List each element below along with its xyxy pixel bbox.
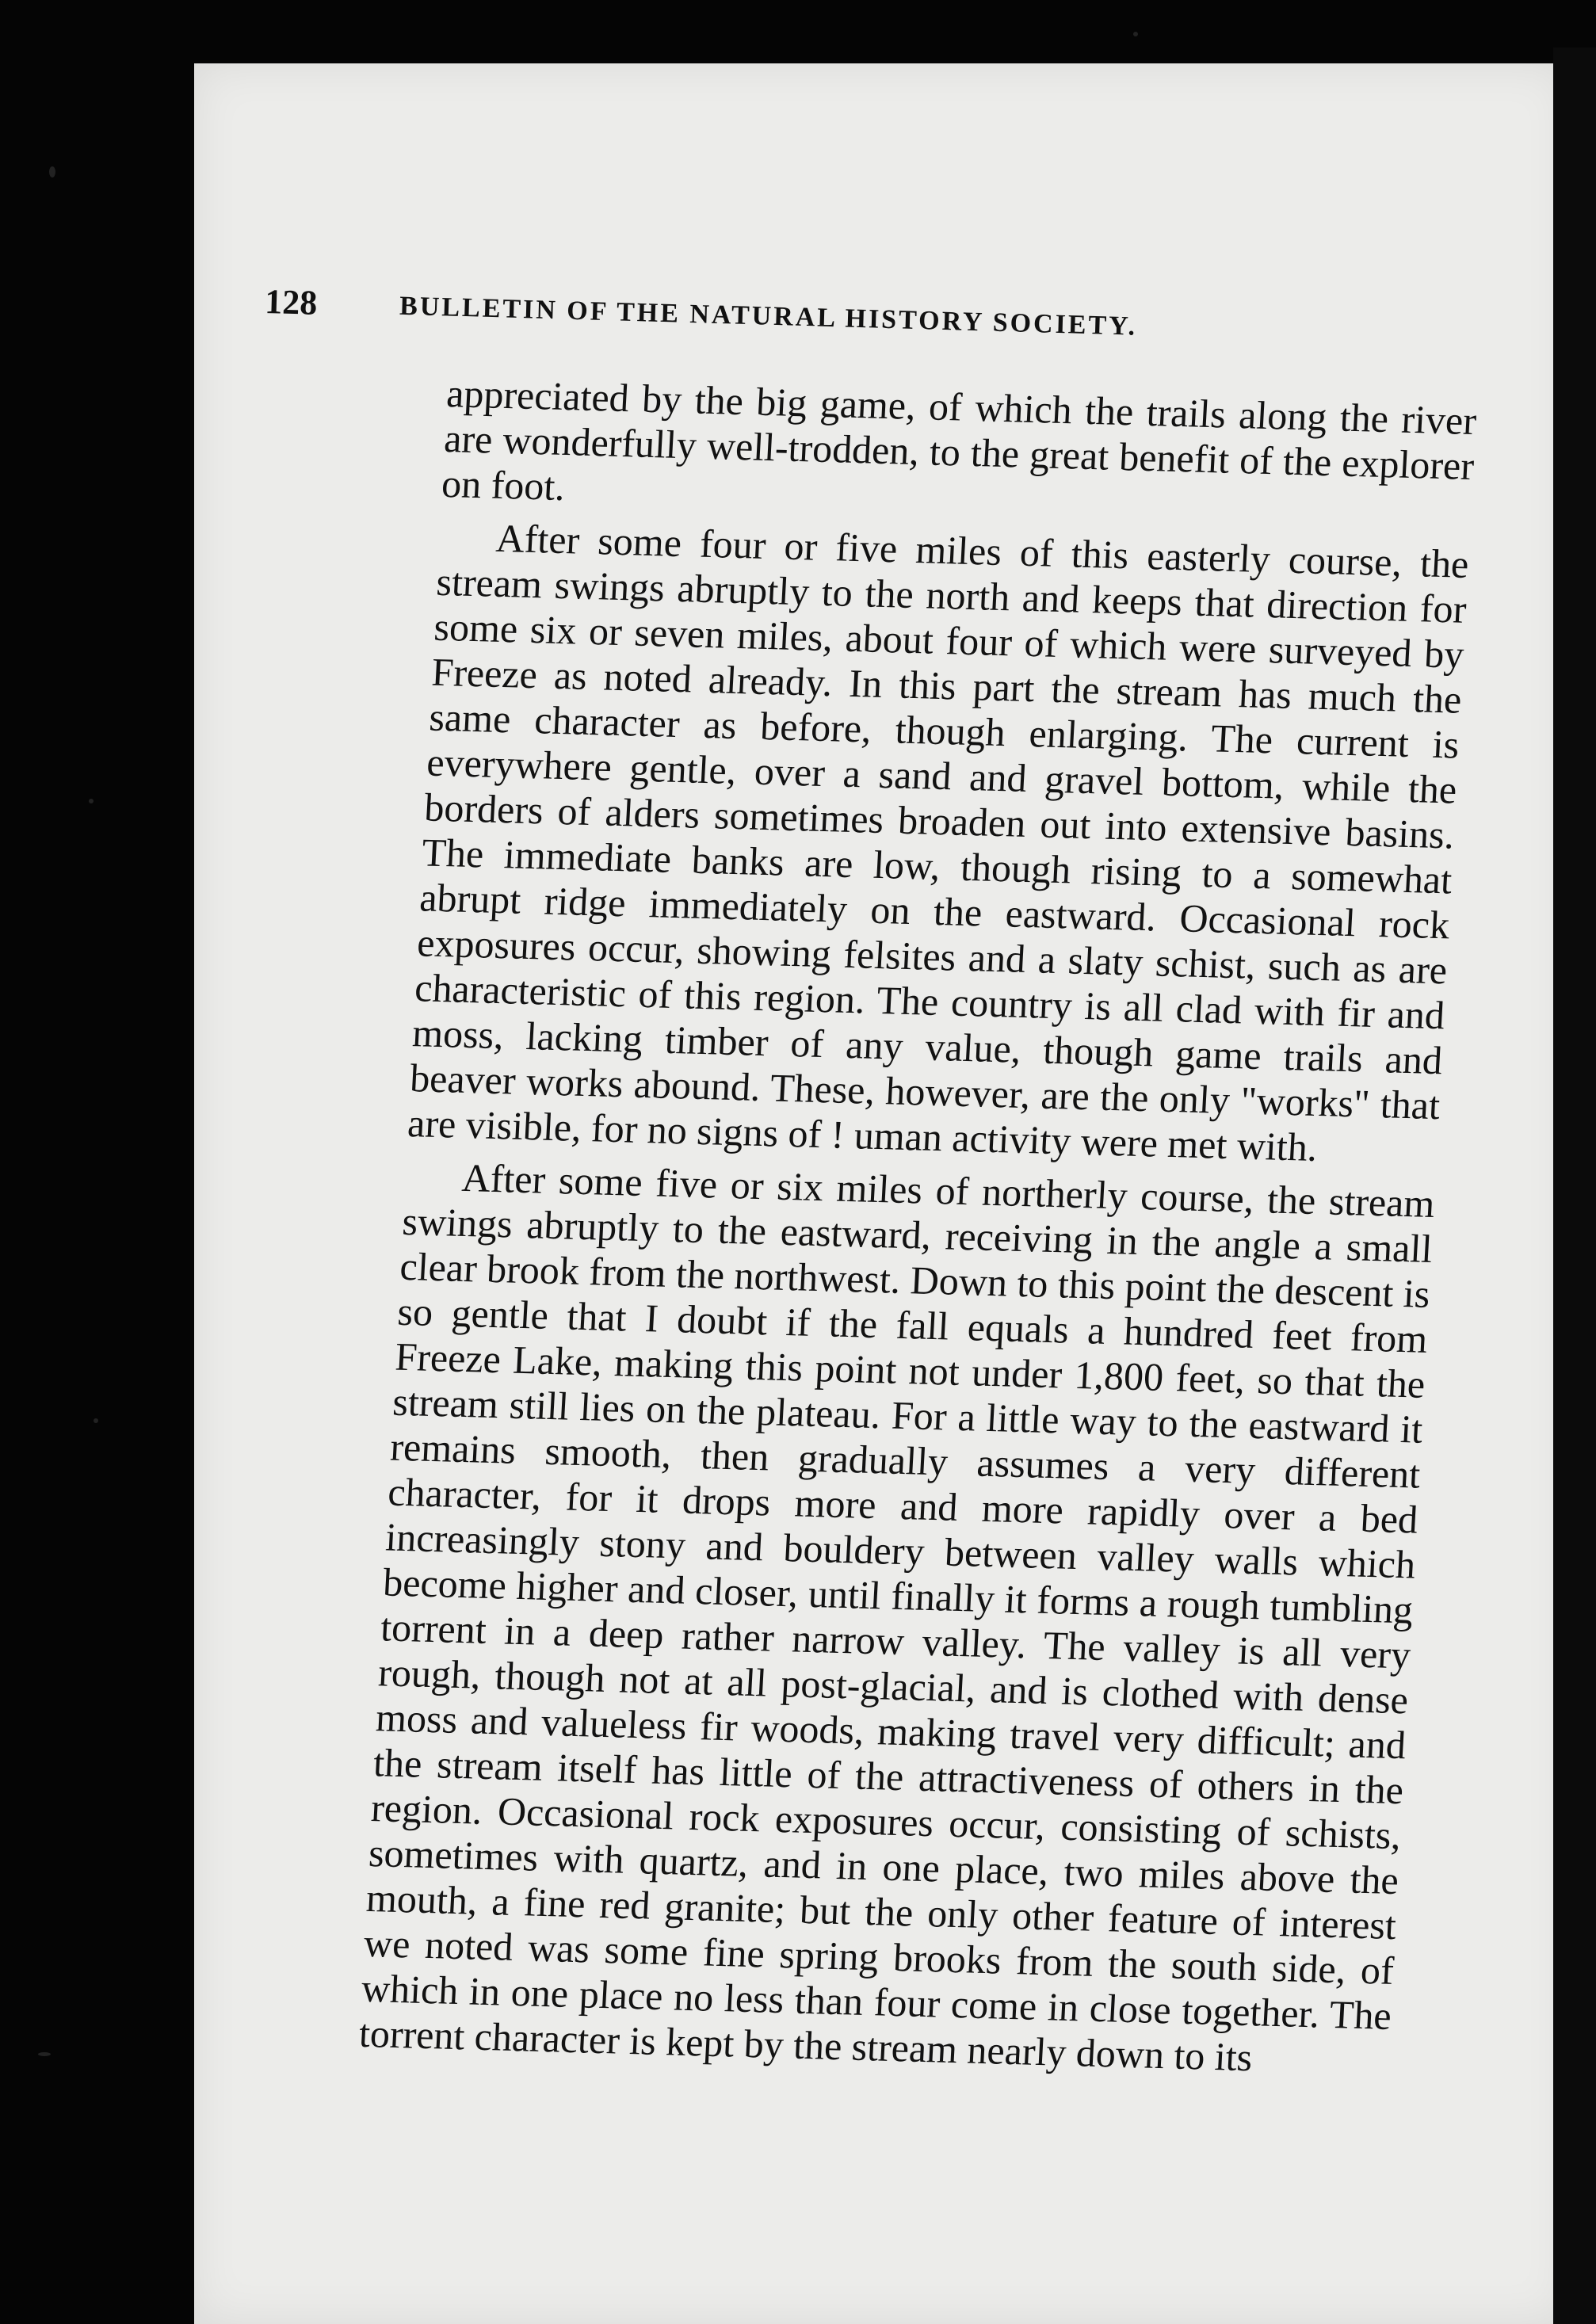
paragraph: After some five or six miles of northerly course, the stream swings abruptly to the eastward, receiving in the angle a small clear brook from the northwest. Down to this point the descent is so gentle that I doubt if the fall equals a hundred feet from Freeze Lake, making this point not under 1,800 feet, so that the stream still lies on the plateau. For a little way to the eastward it remains smooth, then gradually assumes a very different character, for it drops more and more rapidly over a bed increasingly stony and bouldery between valley walls which become higher and closer, until finally it forms a rough tumbling torrent in a deep rather narrow valley. The valley is all very rough, though not at all post-glacial, and is clothed with dense moss and valueless fir woods, making travel very difficult; and the stream itself has little of the attractiveness of others in the region. Occasional rock exposures occur, consisting of schists, sometimes with quartz, and in one place, two miles above the mouth, a fine red granite; but the only other feature of interest we noted was some fine spring brooks from the south side, of which in one place no less than four come in close together. The torrent character is kept by the stream nearly down to its <box>357 1154 1436 2080</box>
page-number: 128 <box>264 281 318 322</box>
scan-edge-shadow <box>1553 48 1596 2324</box>
scan-speck <box>49 166 55 177</box>
paragraph: appreciated by the big game, of which the trails along the river are wonderfully well-trodden, to the great benefit of the explorer on foot. <box>440 371 1478 509</box>
running-head: BULLETIN OF THE NATURAL HISTORY SOCIETY. <box>399 291 1138 342</box>
scan-speck <box>1133 32 1138 36</box>
paragraph: After some four or five miles of this easterly course, the stream swings abruptly to the north and keeps that direction for some six or seven miles, about four of which were surveyed by Freeze as noted already. In this part the stream has much the same character as before, though enlarging. The current is everywhere gentle, over a sand and gravel bottom, while the borders of alders sometimes broaden out into extensive basins. The immediate banks are low, though rising to a somewhat abrupt ridge immediately on the eastward. Occasional rock exposures occur, showing felsites and a slaty schist, such as are characteristic of this region. The country is all clad with fir and moss, lacking timber of any value, though game trails and beaver works abound. These, however, are the only "works" that are visible, for no signs of ! uman activity were met with. <box>406 515 1470 1170</box>
scan-speck <box>89 799 94 803</box>
scan-speck <box>38 2052 51 2056</box>
scan-speck <box>94 1418 98 1423</box>
body-text <box>357 371 1477 2092</box>
